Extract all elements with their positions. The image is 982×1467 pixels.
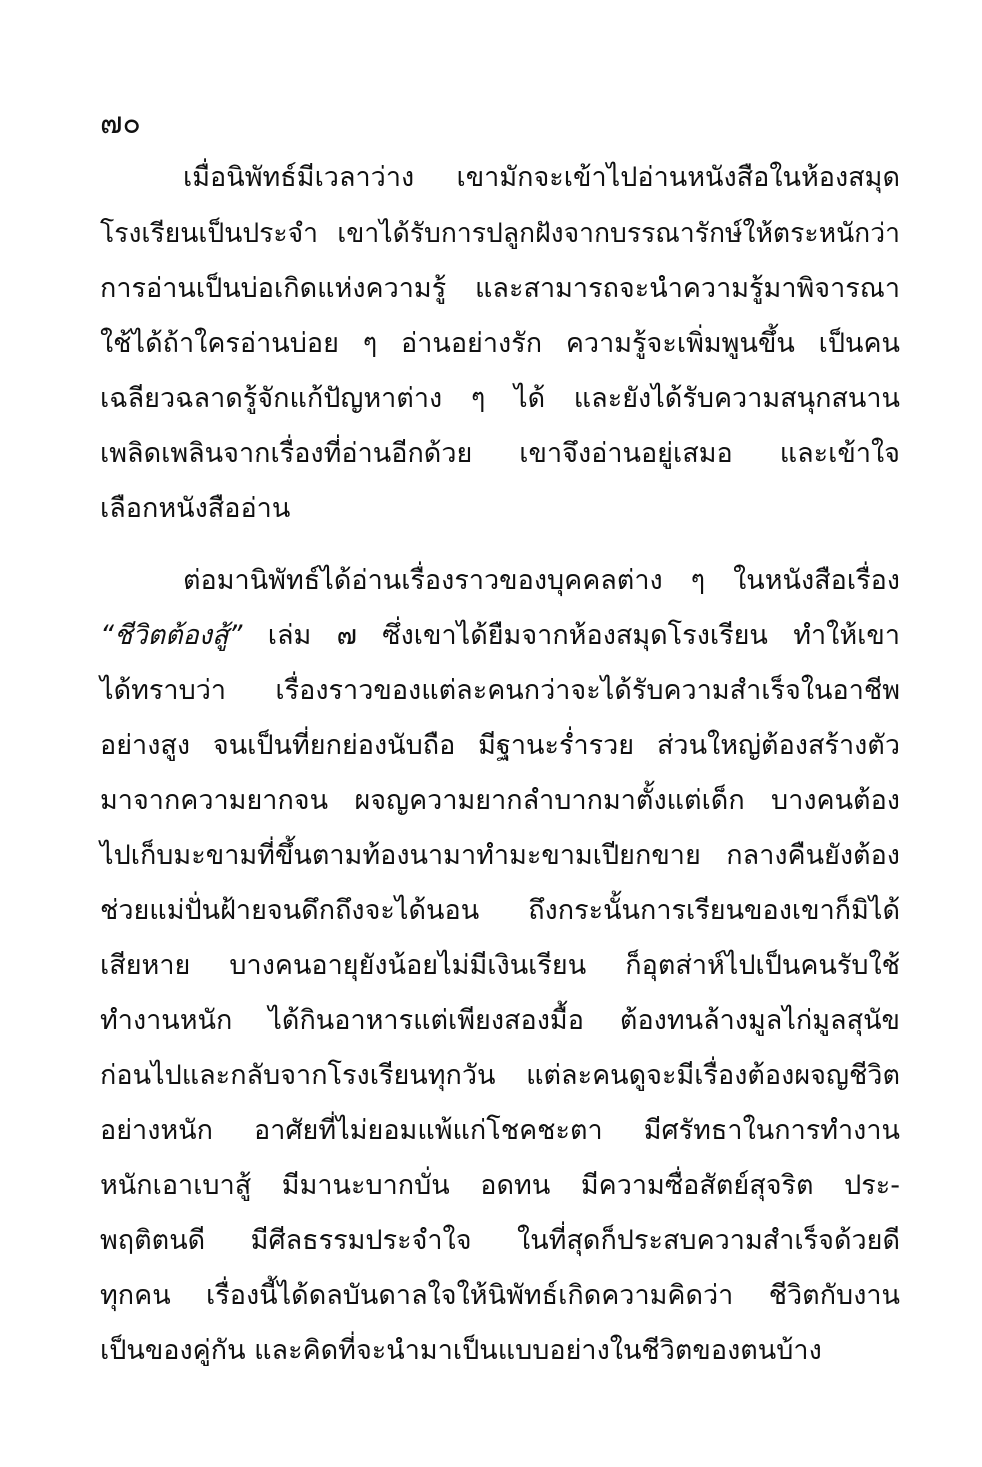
paragraph-2-line-14: ทุกคน เรื่องนี้ได้ดลบันดาลใจให้นิพัทธ์เกิดความคิดว่า ชีวิตกับงาน — [100, 1280, 900, 1311]
paragraph-2-line-6: ไปเก็บมะขามที่ขึ้นตามท้องนามาทำมะขามเปียกขาย กลางคืนยังต้อง — [100, 840, 900, 871]
paragraph-1-line-4: ใช้ได้ถ้าใครอ่านบ่อย ๆ อ่านอย่างรัก ความรู้จะเพิ่มพูนขึ้น เป็นคน — [100, 328, 900, 359]
paragraph-1-line-6: เพลิดเพลินจากเรื่องที่อ่านอีกด้วย เขาจึงอ่านอยู่เสมอ และเข้าใจ — [100, 438, 900, 469]
paragraph-2-line-13: พฤติตนดี มีศีลธรรมประจำใจ ในที่สุดก็ประสบความสำเร็จด้วยดี — [100, 1225, 900, 1256]
paragraph-1-line-1: เมื่อนิพัทธ์มีเวลาว่าง เขามักจะเข้าไปอ่านหนังสือในห้องสมุด — [183, 162, 900, 193]
paragraph-2-line-2 — [100, 616, 900, 656]
paragraph-2-line-3: ได้ทราบว่า เรื่องราวของแต่ละคนกว่าจะได้รับความสำเร็จในอาชีพ — [100, 675, 900, 706]
paragraph-1-line-2: โรงเรียนเป็นประจำ เขาได้รับการปลูกฝังจากบรรณารักษ์ให้ตระหนักว่า — [100, 218, 900, 249]
paragraph-1-line-5: เฉลียวฉลาดรู้จักแก้ปัญหาต่าง ๆ ได้ และยังได้รับความสนุกสนาน — [100, 383, 900, 414]
paragraph-2-line-2-rest: เล่ม ๗ ซึ่งเขาได้ยืมจากห้องสมุดโรงเรียน ทำให้เขา — [242, 620, 900, 651]
paragraph-2-line-5: มาจากความยากจน ผจญความยากลำบากมาตั้งแต่เด็ก บางคนต้อง — [100, 785, 900, 816]
paragraph-2-line-9: ทำงานหนัก ได้กินอาหารแต่เพียงสองมื้อ ต้องทนล้างมูลไก่มูลสุนัข — [100, 1005, 900, 1036]
book-title: “ชีวิตต้องสู้” — [100, 620, 243, 651]
page-number: ๗๐ — [100, 106, 141, 141]
paragraph-2-line-12: หนักเอาเบาสู้ มีมานะบากบั่น อดทน มีความซื่อสัตย์สุจริต ประ- — [100, 1170, 900, 1201]
paragraph-2-line-1: ต่อมานิพัทธ์ได้อ่านเรื่องราวของบุคคลต่าง ๆ ในหนังสือเรื่อง — [183, 565, 900, 596]
paragraph-1-line-7: เลือกหนังสืออ่าน — [100, 493, 291, 524]
paragraph-2-line-7: ช่วยแม่ปั่นฝ้ายจนดึกถึงจะได้นอน ถึงกระนั้นการเรียนของเขาก็มิได้ — [100, 895, 900, 926]
paragraph-2-line-11: อย่างหนัก อาศัยที่ไม่ยอมแพ้แก่โชคชะตา มีศรัทธาในการทำงาน — [100, 1115, 900, 1146]
paragraph-2-line-4: อย่างสูง จนเป็นที่ยกย่องนับถือ มีฐานะร่ำรวย ส่วนใหญ่ต้องสร้างตัว — [100, 730, 900, 761]
paragraph-2-line-15: เป็นของคู่กัน และคิดที่จะนำมาเป็นแบบอย่างในชีวิตของตนบ้าง — [100, 1335, 822, 1366]
paragraph-2-line-10: ก่อนไปและกลับจากโรงเรียนทุกวัน แต่ละคนดูจะมีเรื่องต้องผจญชีวิต — [100, 1060, 900, 1091]
paragraph-1-line-3: การอ่านเป็นบ่อเกิดแห่งความรู้ และสามารถจะนำความรู้มาพิจารณา — [100, 273, 900, 304]
paragraph-2-line-8: เสียหาย บางคนอายุยังน้อยไม่มีเงินเรียน ก็อุตส่าห์ไปเป็นคนรับใช้ — [100, 950, 900, 981]
